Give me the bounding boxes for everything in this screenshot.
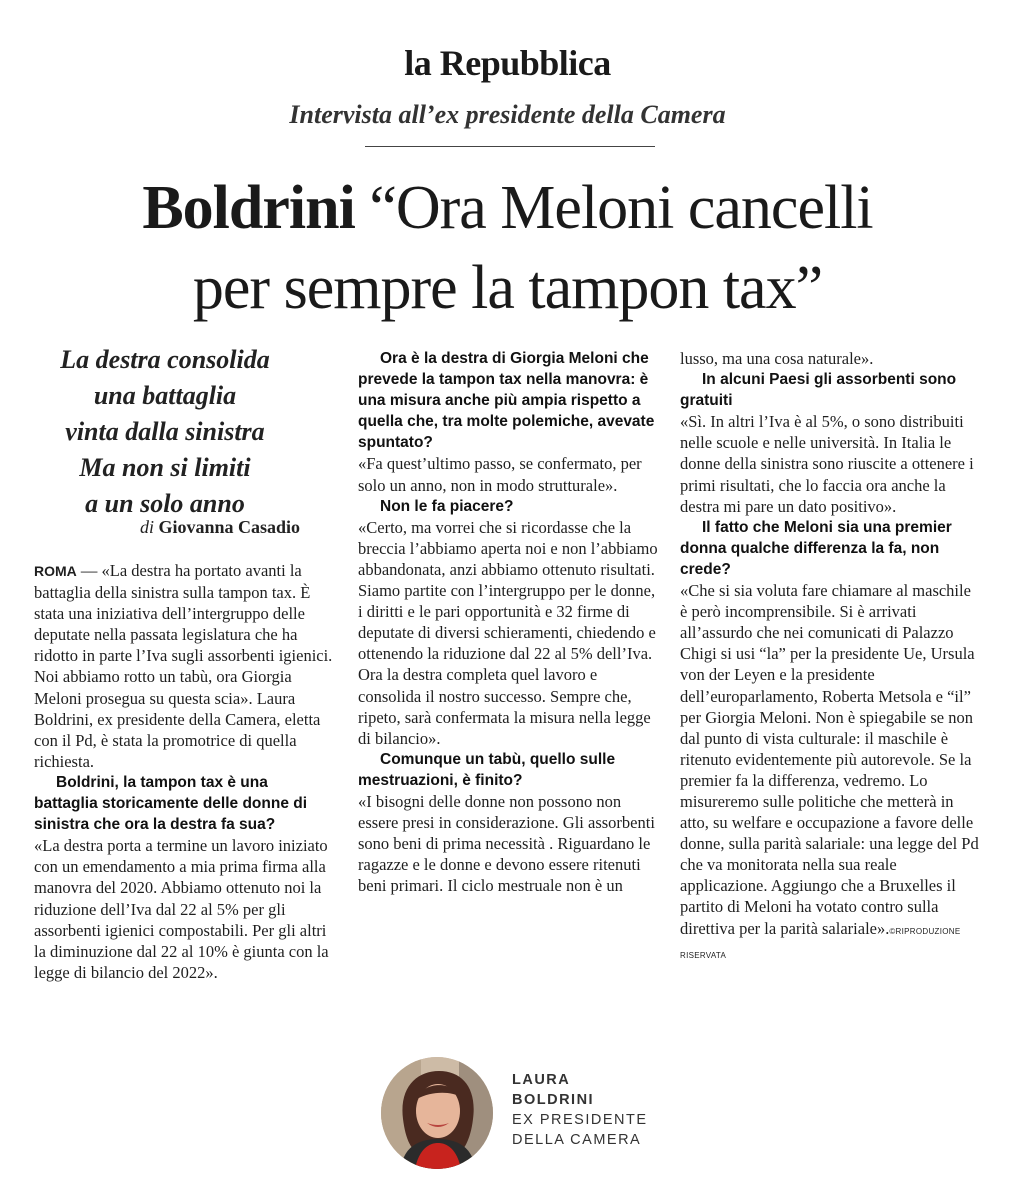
- caption-name: LAURA: [512, 1072, 571, 1088]
- article-kicker: Intervista all’ex presidente della Camera: [289, 100, 726, 129]
- interview-question: Boldrini, la tampon tax è una battaglia storicamente delle donne di sinistra che ora la destra fa sua?: [34, 773, 308, 834]
- copyright-notice: ©RIPRODUZIONE RISERVATA: [680, 926, 961, 960]
- photo-caption: [512, 1070, 712, 1150]
- headline-quote-line2: per sempre la tampon tax”: [192, 254, 823, 322]
- interview-answer: «I bisogni delle donne non possono non essere presi in considerazione. Gli assorbenti sono beni di prima necessità . Riguardano le ragazze e le donne e devono essere ritenuti beni primari. Il ciclo mestruale non è un: [358, 791, 655, 896]
- article-column-1: [34, 560, 334, 983]
- article-column-3: [680, 348, 980, 966]
- interview-answer: «La destra porta a termine un lavoro iniziato con un emendamento a mia prima firma alla manovra del 2020. Abbiamo ottenuto noi la riduzione dell’Iva dal 22 al 5% per gli assorbenti igienici compostabili. Per gli altri la diminuzione dal 22 al 10% è giunta con la legge di bilancio del 2022».: [34, 836, 329, 982]
- kicker-divider: [365, 146, 655, 147]
- answer-text: «Che si sia voluta fare chiamare al maschile è però incomprensibile. Si è arrivati all’assurdo che nei comunicati di Palazzo Chigi si usi “la” per la presidente Ue, Ursula von der Leyen e la presidente dell’europarlamento, Roberta Metsola e “il” per Giorgia Meloni. Non è spiegabile se non dal punto di vista culturale: il maschile è ritenuto evidentemente più autorevole. Se la premier fa la differenza, vedremo. Lo misureremo sulle politiche che metterà in atto, su welfare e occupazione a favore delle donne, sulla parità salariale: una legge del Pd che va monitorata nella sua reale applicazione. Aggiungo che a Bruxelles il partito di Meloni ha votato contro sulla direttiva per la parità salariale».: [680, 581, 979, 938]
- interview-question: In alcuni Paesi gli assorbenti sono gratuiti: [680, 371, 957, 410]
- newspaper-masthead: la Repubblica: [404, 43, 611, 83]
- article-subhead: [30, 342, 300, 522]
- subhead-line: La destra consolida: [60, 345, 270, 374]
- subhead-line: vinta dalla sinistra: [65, 417, 265, 446]
- dateline: ROMA: [34, 563, 77, 579]
- subhead-line: Ma non si limiti: [79, 453, 251, 482]
- caption-name: BOLDRINI: [512, 1092, 595, 1108]
- portrait-photo: [381, 1057, 493, 1169]
- article-column-2: [358, 348, 658, 896]
- portrait-illustration: [381, 1057, 493, 1169]
- interview-answer: «Sì. In altri l’Iva è al 5%, o sono distribuiti nelle scuole e nelle università. In Italia le donne della sinistra sono riuscite a ottenere i primi risultati, che lo faccia ora anche la destra mi pare un dato positivo».: [680, 412, 974, 516]
- headline-name: Boldrini: [142, 174, 355, 242]
- interview-question: Ora è la destra di Giorgia Meloni che prevede la tampon tax nella manovra: è una misura anche più ampia rispetto a quella che, tra molte polemiche, avevate spuntato?: [358, 350, 655, 452]
- byline-author: Giovanna Casadio: [158, 517, 300, 537]
- interview-question: Comunque un tabù, quello sulle mestruazioni, è finito?: [358, 750, 616, 789]
- subhead-line: una battaglia: [93, 381, 237, 410]
- interview-answer: «Fa quest’ultimo passo, se confermato, per solo un anno, non in modo strutturale».: [358, 454, 642, 495]
- article-headline: [40, 168, 975, 328]
- article-byline: [80, 517, 300, 538]
- article-paragraph: [34, 560, 334, 772]
- byline-prefix: di: [139, 517, 154, 537]
- interview-answer: lusso, ma una cosa naturale».: [680, 349, 874, 368]
- subhead-line: a un solo anno: [85, 489, 245, 518]
- interview-question: Non le fa piacere?: [380, 497, 514, 515]
- interview-answer: [680, 580, 980, 966]
- interview-question: Il fatto che Meloni sia una premier donna qualche differenza la fa, non crede?: [680, 518, 952, 578]
- caption-role: EX PRESIDENTE: [512, 1112, 648, 1128]
- interview-answer: «Certo, ma vorrei che si ricordasse che la breccia l’abbiamo aperta noi e non l’abbiamo abbandonata, anzi abbiamo ottenuto risultati. Siamo partite con l’intergruppo per le donne, i diritti e le pari opportunità e 32 firme di deputate di diversi schieramenti, chiedendo e ottenendo la riduzione dal 22 al 5% dell’Iva. Ora la destra completa quel lavoro e consolida il nostro successo. Sempre che, ripeto, sarà confermata la misura nella legge di bilancio».: [358, 517, 658, 748]
- intro-text: — «La destra ha portato avanti la battaglia della sinistra sulla tampon tax. È stata una iniziativa dell’intergruppo delle deputate nella passata legislatura che ha ridotto in parte l’Iva sugli assorbenti igienici. Noi abbiamo rotto un tabù, ora Giorgia Meloni prosegua su questa scia». Laura Boldrini, ex presidente della Camera, eletta con il Pd, è stata la promotrice di quella richiesta.: [34, 561, 333, 771]
- caption-role: DELLA CAMERA: [512, 1132, 642, 1148]
- headline-quote-line1: “Ora Meloni cancelli: [369, 174, 873, 242]
